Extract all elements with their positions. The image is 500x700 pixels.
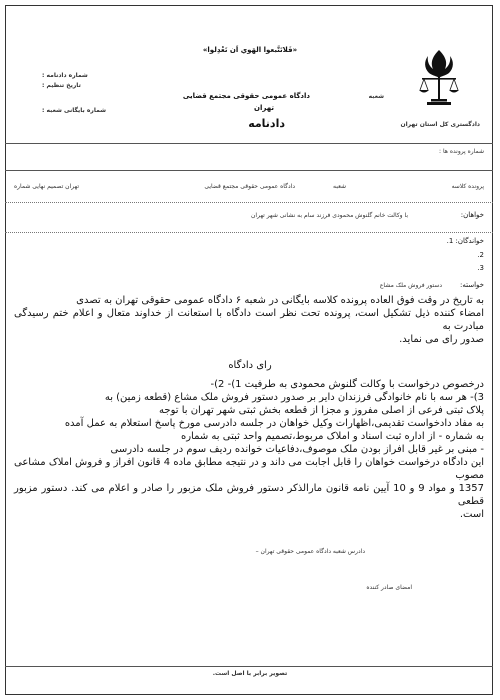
plaintiff-label: خواهان: [460,211,484,219]
intro-line: به تاریخ در وقت فوق العاده پرونده کلاسه بایگانی در شعبه ۶ دادگاه عمومی حقوقی تهران به تصدی [76,295,484,306]
certified-copy-note: تصویر برابر با اصل است. [212,670,288,677]
judge-signature: دادرس شعبه دادگاه عمومی حقوقی تهران – [255,548,365,555]
verdict-paragraph [14,378,484,521]
verdict-line: به مفاد دادخواست تقدیمی،اظهارات وکیل خواهان در جلسه دادرسی مورخ پاسخ استعلام به عمل آمده [64,418,484,429]
intro-line: صدور رای می نماید. [399,334,484,345]
verdict-line: - مبنی بر غیر قابل افراز بودن ملک موصوف،دفاعیات خوانده ردیف سوم در جلسه دادرسی [110,444,484,455]
file-numbers-label: شماره پرونده ها : [439,148,484,155]
org-name: دادگستری کل استان تهران [400,121,480,128]
plaintiff-divider [5,232,493,233]
verdict-title: رای دادگاه [228,360,272,371]
claim-label: خواسته: [460,281,484,289]
branch-label: شعبه [368,93,384,100]
verdict-line: پلاک ثبتی فرعی از اصلی مفروز و مجزا از قطعه بخش ثبتی شهر تهران با توجه [159,405,484,416]
emblem-icon [417,48,461,110]
intro-line: امضاء کننده ذیل تشکیل است، پرونده تحت نظر است دادگاه با استعانت از خداوند متعال و اعلام ختم رسیدگی مبادرت به [14,308,484,332]
intro-paragraph [14,294,484,346]
plaintiff-value: با وکالت خانم گلنوش محمودی فرزند سام به نشانی شهر تهران [251,212,408,219]
file-numbers-divider [5,170,493,171]
issue-date-label: تاریخ تنظیم : [42,82,81,89]
issuer-signature: امضای صادر کننده [366,584,412,591]
doc-type-title: دادنامه [248,117,285,130]
archive-number-label: شماره بایگانی شعبه : [42,107,107,114]
verdict-line: 1357 و مواد 9 و 10 آیین نامه قانون مارالذکر دستور فروش ملک مزبور را صادر و اعلام می کند. دستور مزبور قطعی [14,483,485,507]
verdict-line: درخصوص درخواست با وکالت گلنوش محمودی به طرفیت 1)- 2)- [210,379,484,390]
verdict-line: است. [459,509,484,520]
defendant-1-label: خواندگان: 1. [446,237,484,245]
verdict-line: 3)- هر سه با نام خانوادگی فرزندان دایر بر صدور دستور فروش ملک مشاع (قطعه زمین) به [104,392,484,403]
file-class-label: پرونده کلاسه [451,183,484,190]
dadname-number-label: شماره دادنامه : [42,72,88,79]
header-divider [5,143,493,144]
final-decision-label: تهران تصمیم نهایی شماره [14,183,79,190]
verdict-line: به شماره - از اداره ثبت اسناد و املاک مربوط،تصمیم واحد ثبتی به شماره [180,431,484,442]
court-name: دادگاه عمومی حقوقی مجتمع قضایی [182,92,310,100]
case-branch-label: شعبه [333,183,346,190]
footer-divider [5,666,493,667]
defendant-2-label: 2. [477,251,484,259]
claim-value: دستور فروش ملک مشاع [379,282,442,289]
defendant-3-label: 3. [477,264,484,272]
verdict-line: این دادگاه درخواست خواهان را قابل اجابت می داند و در نتیجه مطابق ماده 4 قانون افراز و فروش املاک مشاعی مصوب [14,457,485,481]
city-name: تهران [254,104,274,112]
invocation: «فَلاتَتَّبعوا الهَوي اَن تَعْدِلوا» [202,46,298,54]
case-court-label: دادگاه عمومی حقوقی مجتمع قضایی [204,183,295,190]
case-row-divider [5,202,493,203]
